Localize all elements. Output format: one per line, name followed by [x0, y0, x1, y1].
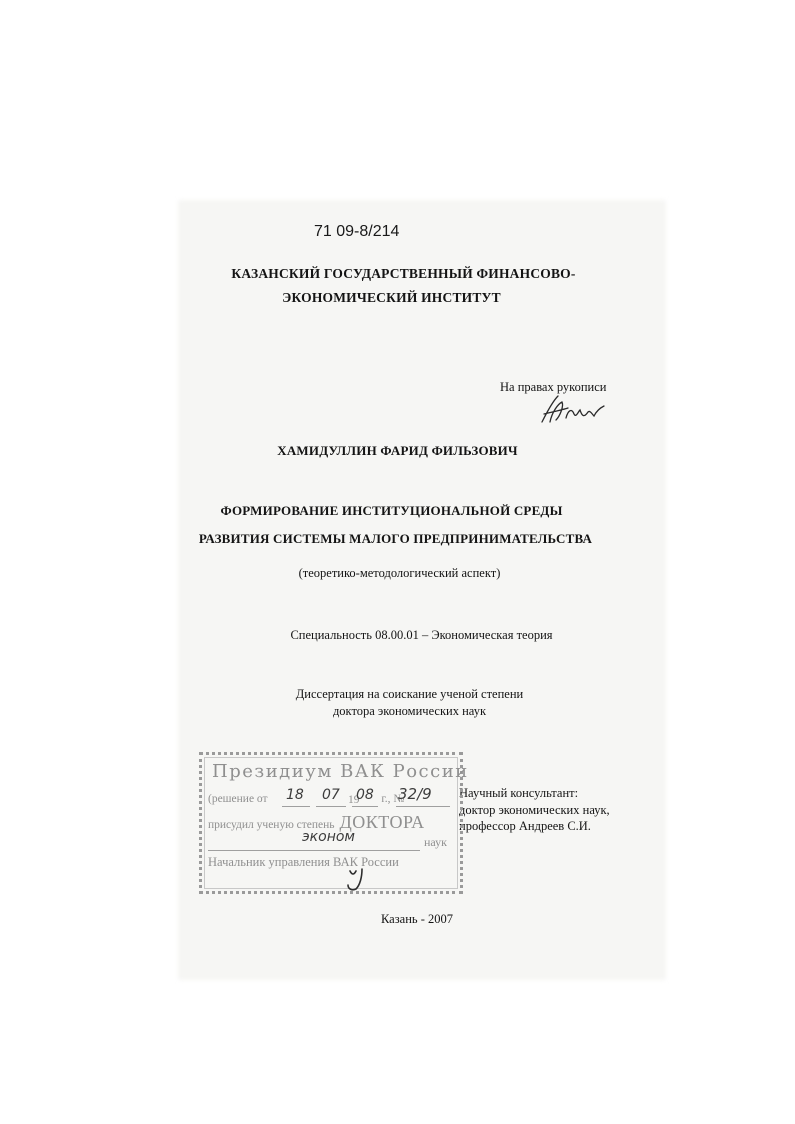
consultant-label: Научный консультант: — [459, 786, 579, 800]
specialty-line: Специальность 08.00.01 – Экономическая теория — [290, 628, 553, 642]
consultant-degree: доктор экономических наук, — [459, 803, 610, 817]
city-year: Казань - 2007 — [381, 912, 454, 926]
stamp-year-prefix: 19 — [348, 794, 360, 806]
institution-name-line1: КАЗАНСКИЙ ГОСУДАРСТВЕННЫЙ ФИНАНСОВО- — [231, 266, 576, 281]
consultant-name: профессор Андреев С.И. — [459, 819, 591, 833]
dissertation-title-line2: РАЗВИТИЯ СИСТЕМЫ МАЛОГО ПРЕДПРИНИМАТЕЛЬСТВА — [198, 531, 593, 546]
vak-stamp — [199, 752, 469, 894]
stamp-science-field: эконом — [302, 829, 355, 845]
catalog-code: 71 09-8/214 — [314, 223, 400, 240]
stamp-decision-day: 18 — [286, 787, 304, 803]
dissertation-subtitle: (теоретико-методологический аспект) — [298, 566, 501, 580]
stamp-decision-line — [208, 793, 404, 805]
author-signature — [536, 392, 606, 433]
institution-name-line2: ЭКОНОМИЧЕСКИЙ ИНСТИТУТ — [282, 290, 501, 305]
stamp-title: Президиум ВАК России — [212, 761, 469, 782]
stamp-science-word: наук — [424, 835, 447, 849]
dissertation-degree-line1: Диссертация на соискание ученой степени — [295, 687, 524, 701]
manuscript-rights-note: На правах рукописи — [500, 380, 607, 394]
stamp-decision-prefix: (решение от — [208, 793, 268, 805]
stamp-decision-year: 08 — [356, 787, 374, 803]
dissertation-title-line1: ФОРМИРОВАНИЕ ИНСТИТУЦИОНАЛЬНОЙ СРЕДЫ — [220, 503, 563, 518]
author-name: ХАМИДУЛЛИН ФАРИД ФИЛЬЗОВИЧ — [277, 443, 518, 458]
stamp-degree: ДОКТОРА — [339, 812, 425, 832]
stamp-awarded-text: присудил ученую степень — [208, 819, 335, 831]
stamp-decision-month: 07 — [322, 787, 340, 803]
dissertation-degree-line2: доктора экономических наук — [332, 704, 487, 718]
stamp-decision-number: 32/9 — [398, 785, 432, 803]
stamp-head-line: Начальник управления ВАК России — [208, 855, 399, 869]
stamp-signature — [340, 867, 380, 893]
stamp-year-suffix: г., № — [381, 793, 405, 805]
